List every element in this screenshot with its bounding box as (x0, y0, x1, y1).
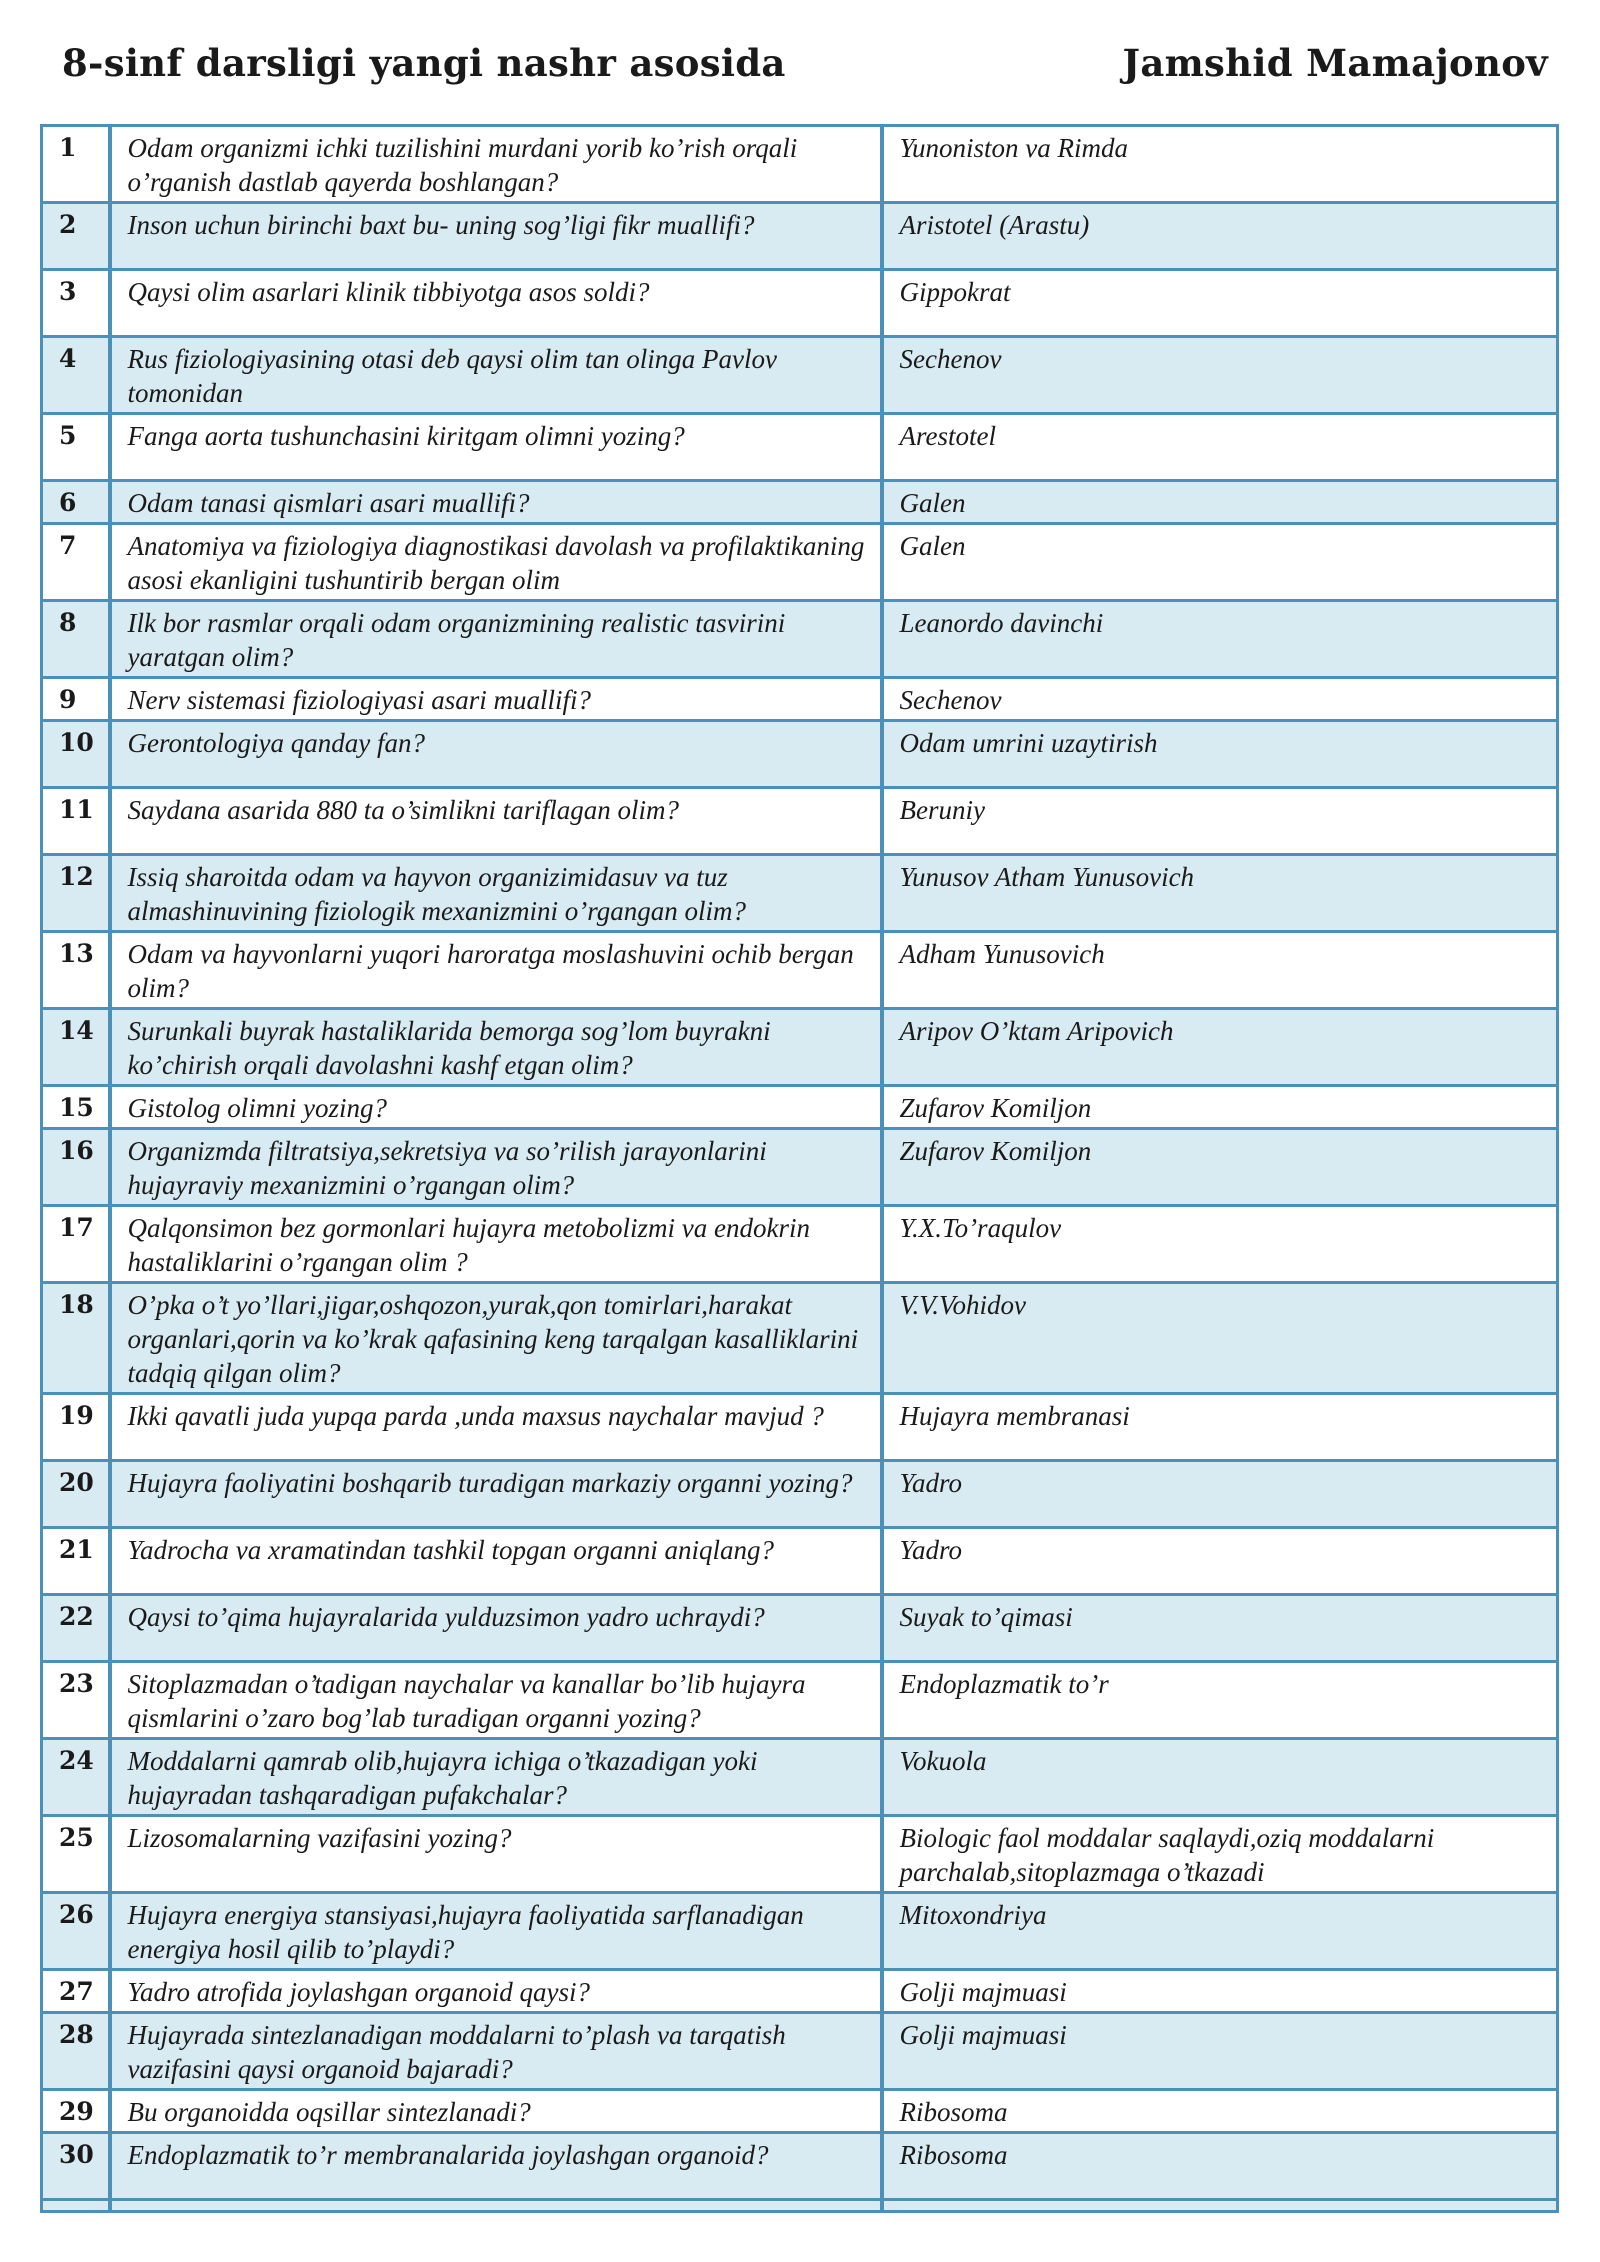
row-number: 2 (42, 203, 110, 270)
answer-cell: Endoplazmatik to’r (882, 1662, 1558, 1739)
question-cell: Rus fiziologiyasining otasi deb qaysi olim tan olinga Pavlov tomonidan (110, 337, 882, 414)
answer-cell: Beruniy (882, 788, 1558, 855)
question-cell: Hujayra energiya stansiyasi,hujayra faoliyatida sarflanadigan energiya hosil qilib to’playdi? (110, 1893, 882, 1970)
row-number: 29 (42, 2090, 110, 2133)
table-row (42, 1739, 1558, 1816)
row-number: 26 (42, 1893, 110, 1970)
table-row (42, 1009, 1558, 1086)
answer-cell: Zufarov Komiljon (882, 1129, 1558, 1206)
empty-cell (882, 2200, 1558, 2212)
answer-cell: Aripov O’ktam Aripovich (882, 1009, 1558, 1086)
question-cell: Odam organizmi ichki tuzilishini murdani yorib ko’rish orqali o’rganish dastlab qayerda boshlangan? (110, 126, 882, 203)
question-cell: Gistolog olimni yozing? (110, 1086, 882, 1129)
answer-cell: Yadro (882, 1461, 1558, 1528)
table-row (42, 414, 1558, 481)
answer-cell: Suyak to’qimasi (882, 1595, 1558, 1662)
qa-table (40, 124, 1559, 2213)
table-row (42, 932, 1558, 1009)
answer-cell: Ribosoma (882, 2090, 1558, 2133)
row-number: 5 (42, 414, 110, 481)
question-cell: Bu organoidda oqsillar sintezlanadi? (110, 2090, 882, 2133)
row-number: 18 (42, 1283, 110, 1394)
question-cell: Nerv sistemasi fiziologiyasi asari muallifi? (110, 678, 882, 721)
row-number: 30 (42, 2133, 110, 2200)
question-cell: Ilk bor rasmlar orqali odam organizmining realistic tasvirini yaratgan olim? (110, 601, 882, 678)
question-cell: Surunkali buyrak hastaliklarida bemorga sog’lom buyrakni ko’chirish orqali davolashni kashf etgan olim? (110, 1009, 882, 1086)
answer-cell: Golji majmuasi (882, 1970, 1558, 2013)
question-cell: O’pka o’t yo’llari,jigar,oshqozon,yurak,qon tomirlari,harakat organlari,qorin va ko’krak qafasining keng tarqalgan kasalliklarini tadqiq qilgan olim? (110, 1283, 882, 1394)
answer-cell: Golji majmuasi (882, 2013, 1558, 2090)
row-number: 28 (42, 2013, 110, 2090)
row-number: 17 (42, 1206, 110, 1283)
answer-cell: Biologic faol moddalar saqlaydi,oziq moddalarni parchalab,sitoplazmaga o’tkazadi (882, 1816, 1558, 1893)
table-row (42, 1662, 1558, 1739)
table-row (42, 1816, 1558, 1893)
answer-cell: Sechenov (882, 337, 1558, 414)
table-footer-row (42, 2200, 1558, 2212)
question-cell: Inson uchun birinchi baxt bu- uning sog’ligi fikr muallifi? (110, 203, 882, 270)
table-row (42, 481, 1558, 524)
answer-cell: Odam umrini uzaytirish (882, 721, 1558, 788)
table-row (42, 2013, 1558, 2090)
table-row (42, 270, 1558, 337)
question-cell: Moddalarni qamrab olib,hujayra ichiga o’tkazadigan yoki hujayradan tashqaradigan pufakchalar? (110, 1739, 882, 1816)
table-row (42, 2090, 1558, 2133)
row-number: 7 (42, 524, 110, 601)
table-row (42, 1086, 1558, 1129)
row-number: 3 (42, 270, 110, 337)
row-number: 21 (42, 1528, 110, 1595)
table-row (42, 1893, 1558, 1970)
row-number: 6 (42, 481, 110, 524)
answer-cell: Sechenov (882, 678, 1558, 721)
question-cell: Qaysi olim asarlari klinik tibbiyotga asos soldi? (110, 270, 882, 337)
question-cell: Qalqonsimon bez gormonlari hujayra metobolizmi va endokrin hastaliklarini o’rgangan olim ? (110, 1206, 882, 1283)
answer-cell: Zufarov Komiljon (882, 1086, 1558, 1129)
table-row (42, 203, 1558, 270)
table-row (42, 1595, 1558, 1662)
answer-cell: Hujayra membranasi (882, 1394, 1558, 1461)
question-cell: Issiq sharoitda odam va hayvon organizimidasuv va tuz almashinuvining fiziologik mexanizmini o’rgangan olim? (110, 855, 882, 932)
author-name: Jamshid Mamajonov (1122, 41, 1548, 85)
row-number: 14 (42, 1009, 110, 1086)
answer-cell: Galen (882, 481, 1558, 524)
table-row (42, 1283, 1558, 1394)
question-cell: Lizosomalarning vazifasini yozing? (110, 1816, 882, 1893)
answer-cell: Adham Yunusovich (882, 932, 1558, 1009)
row-number: 12 (42, 855, 110, 932)
question-cell: Gerontologiya qanday fan? (110, 721, 882, 788)
answer-cell: V.V.Vohidov (882, 1283, 1558, 1394)
table-row (42, 524, 1558, 601)
question-cell: Organizmda filtratsiya,sekretsiya va so’rilish jarayonlarini hujayraviy mexanizmini o’rgangan olim? (110, 1129, 882, 1206)
answer-cell: Ribosoma (882, 2133, 1558, 2200)
row-number: 24 (42, 1739, 110, 1816)
question-cell: Odam va hayvonlarni yuqori haroratga moslashuvini ochib bergan olim? (110, 932, 882, 1009)
empty-cell (110, 2200, 882, 2212)
row-number: 11 (42, 788, 110, 855)
answer-cell: Galen (882, 524, 1558, 601)
question-cell: Odam tanasi qismlari asari muallifi? (110, 481, 882, 524)
row-number: 19 (42, 1394, 110, 1461)
row-number: 9 (42, 678, 110, 721)
table-row (42, 855, 1558, 932)
row-number: 13 (42, 932, 110, 1009)
table-row (42, 2133, 1558, 2200)
row-number: 22 (42, 1595, 110, 1662)
row-number: 25 (42, 1816, 110, 1893)
row-number: 15 (42, 1086, 110, 1129)
table-row (42, 1461, 1558, 1528)
question-cell: Qaysi to’qima hujayralarida yulduzsimon yadro uchraydi? (110, 1595, 882, 1662)
table-row (42, 1970, 1558, 2013)
table-row (42, 601, 1558, 678)
table-row (42, 1206, 1558, 1283)
page-header (62, 38, 1548, 88)
table-row (42, 1528, 1558, 1595)
table-row (42, 1129, 1558, 1206)
answer-cell: Yunusov Atham Yunusovich (882, 855, 1558, 932)
answer-cell: Mitoxondriya (882, 1893, 1558, 1970)
qa-table-body (42, 126, 1558, 2212)
question-cell: Sitoplazmadan o’tadigan naychalar va kanallar bo’lib hujayra qismlarini o’zaro bog’lab turadigan organni yozing? (110, 1662, 882, 1739)
answer-cell: Yunoniston va Rimda (882, 126, 1558, 203)
row-number: 16 (42, 1129, 110, 1206)
empty-cell (42, 2200, 110, 2212)
table-row (42, 1394, 1558, 1461)
question-cell: Hujayra faoliyatini boshqarib turadigan markaziy organni yozing? (110, 1461, 882, 1528)
row-number: 1 (42, 126, 110, 203)
table-row (42, 337, 1558, 414)
table-row (42, 678, 1558, 721)
answer-cell: Gippokrat (882, 270, 1558, 337)
row-number: 27 (42, 1970, 110, 2013)
table-row (42, 788, 1558, 855)
question-cell: Yadro atrofida joylashgan organoid qaysi? (110, 1970, 882, 2013)
row-number: 23 (42, 1662, 110, 1739)
row-number: 20 (42, 1461, 110, 1528)
table-row (42, 721, 1558, 788)
row-number: 10 (42, 721, 110, 788)
answer-cell: Leanordo davinchi (882, 601, 1558, 678)
question-cell: Hujayrada sintezlanadigan moddalarni to’plash va tarqatish vazifasini qaysi organoid bajaradi? (110, 2013, 882, 2090)
answer-cell: Y.X.To’raqulov (882, 1206, 1558, 1283)
table-row (42, 126, 1558, 203)
answer-cell: Vokuola (882, 1739, 1558, 1816)
question-cell: Anatomiya va fiziologiya diagnostikasi davolash va profilaktikaning asosi ekanligini tushuntirib bergan olim (110, 524, 882, 601)
question-cell: Endoplazmatik to’r membranalarida joylashgan organoid? (110, 2133, 882, 2200)
row-number: 4 (42, 337, 110, 414)
question-cell: Yadrocha va xramatindan tashkil topgan organni aniqlang? (110, 1528, 882, 1595)
answer-cell: Yadro (882, 1528, 1558, 1595)
document-title: 8-sinf darsligi yangi nashr asosida (62, 41, 786, 85)
answer-cell: Aristotel (Arastu) (882, 203, 1558, 270)
question-cell: Fanga aorta tushunchasini kiritgam olimni yozing? (110, 414, 882, 481)
row-number: 8 (42, 601, 110, 678)
answer-cell: Arestotel (882, 414, 1558, 481)
question-cell: Ikki qavatli juda yupqa parda ,unda maxsus naychalar mavjud ? (110, 1394, 882, 1461)
question-cell: Saydana asarida 880 ta o’simlikni tariflagan olim? (110, 788, 882, 855)
